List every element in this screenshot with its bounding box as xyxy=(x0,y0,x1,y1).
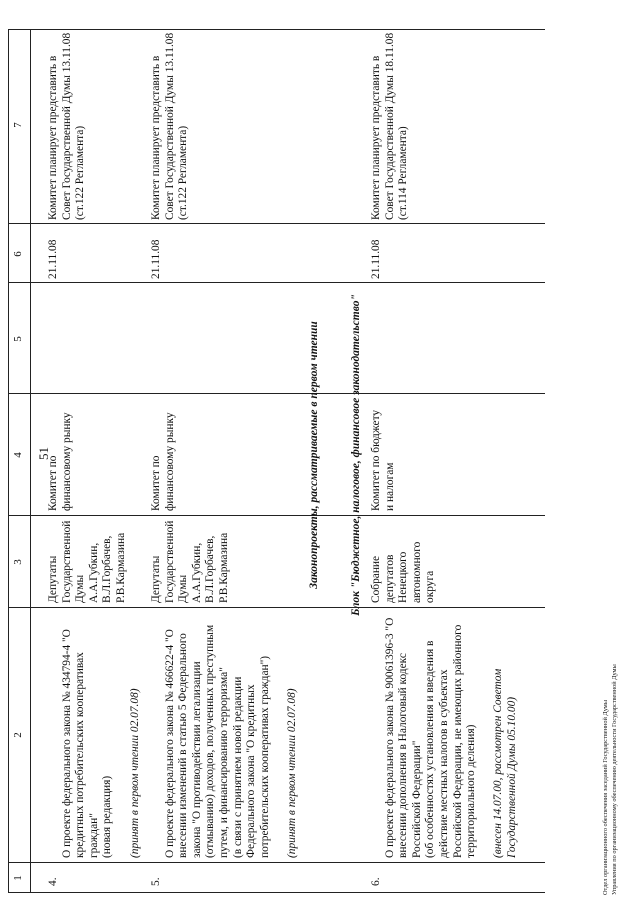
column-header: 4 xyxy=(12,452,24,458)
date-cell: 21.11.08 xyxy=(370,239,382,279)
committee-cell: Комитет по финансовому рынку xyxy=(150,412,176,511)
table-border xyxy=(8,282,545,283)
section-heading: Законопроекты, рассматриваемые в первом чтении xyxy=(308,321,320,589)
column-header: 5 xyxy=(12,336,24,342)
table-border xyxy=(8,515,545,516)
table-border xyxy=(8,862,545,863)
row-number: 5. xyxy=(150,877,162,886)
bill-title: О проекте федерального закона № 434794-4 "О кредитных потребительских кооперативах граждан" (новая редакция) xyxy=(60,629,114,858)
bill-title: О проекте федерального закона № 466622-4 "О внесении изменений в статью 5 Федерального закона "О противодействии легализации (отмыванию) доходов, полученных преступным путем, и финансированию терроризма" (в связи с принятием новой редакции Федерального закона "О кредитных потребительских кооперативах граждан") xyxy=(163,624,271,858)
bill-cell xyxy=(47,613,142,858)
initiator-cell: Собрание депутатов Ненецкого автономного округа xyxy=(370,541,437,603)
footer-line: Отдел организационного обеспечения заседаний Государственной Думы xyxy=(602,700,609,895)
footer-line: Управления по организационному обеспечению деятельности Государственной Думы xyxy=(611,664,618,895)
column-header: 7 xyxy=(12,122,24,128)
table-border xyxy=(8,29,545,30)
column-header: 1 xyxy=(12,875,24,881)
table-border xyxy=(8,607,545,608)
bill-cell xyxy=(370,613,520,858)
row-number: 4. xyxy=(47,877,59,886)
table-border xyxy=(8,892,545,893)
status-cell: Комитет планирует представить в Совет Государственной Думы 13.11.08 (ст.122 Регламента) xyxy=(47,32,87,220)
table-border xyxy=(8,30,9,893)
date-cell: 21.11.08 xyxy=(47,239,59,279)
page-number: 51 xyxy=(36,447,51,460)
bill-cell xyxy=(150,613,300,858)
committee-cell: Комитет по бюджету и налогам xyxy=(370,409,396,511)
block-heading: Блок "Бюджетное, налоговое, финансовое законодательство" xyxy=(350,294,362,616)
date-cell: 21.11.08 xyxy=(150,239,162,279)
table-border xyxy=(8,223,545,224)
status-cell: Комитет планирует представить в Совет Государственной Думы 18.11.08 (ст.114 Регламента) xyxy=(370,32,410,220)
bill-note: (принят в первом чтении 02.07.08) xyxy=(285,688,298,858)
committee-cell: Комитет по финансовому рынку xyxy=(47,412,73,511)
status-cell: Комитет планирует представить в Совет Государственной Думы 13.11.08 (ст.122 Регламента) xyxy=(150,32,190,220)
row-number: 6. xyxy=(370,877,382,886)
bill-note: (внесен 14.07.00, рассмотрен Советом Государственной Думы 05.10.00) xyxy=(492,668,518,858)
column-header: 2 xyxy=(12,732,24,738)
initiator-cell: Депутаты Государственной Думы А.А.Губкин, В.Л.Горбачев, Р.В.Кармазина xyxy=(150,520,230,603)
table-border xyxy=(30,30,31,893)
column-header: 3 xyxy=(12,559,24,565)
table-border xyxy=(8,393,545,394)
bill-title: О проекте федерального закона № 90061396-3 "О внесении дополнения в Налоговый кодекс Российской Федерации" (об особенностях установления и введения в действие местных налогов в субъектах Российской Федерации, не имеющих районного территориального деления) xyxy=(383,617,478,858)
column-header: 6 xyxy=(12,251,24,257)
bill-note: (принят в первом чтении 02.07.08) xyxy=(128,688,141,858)
initiator-cell: Депутаты Государственной Думы А.А.Губкин, В.Л.Горбачев, Р.В.Кармазина xyxy=(47,520,127,603)
